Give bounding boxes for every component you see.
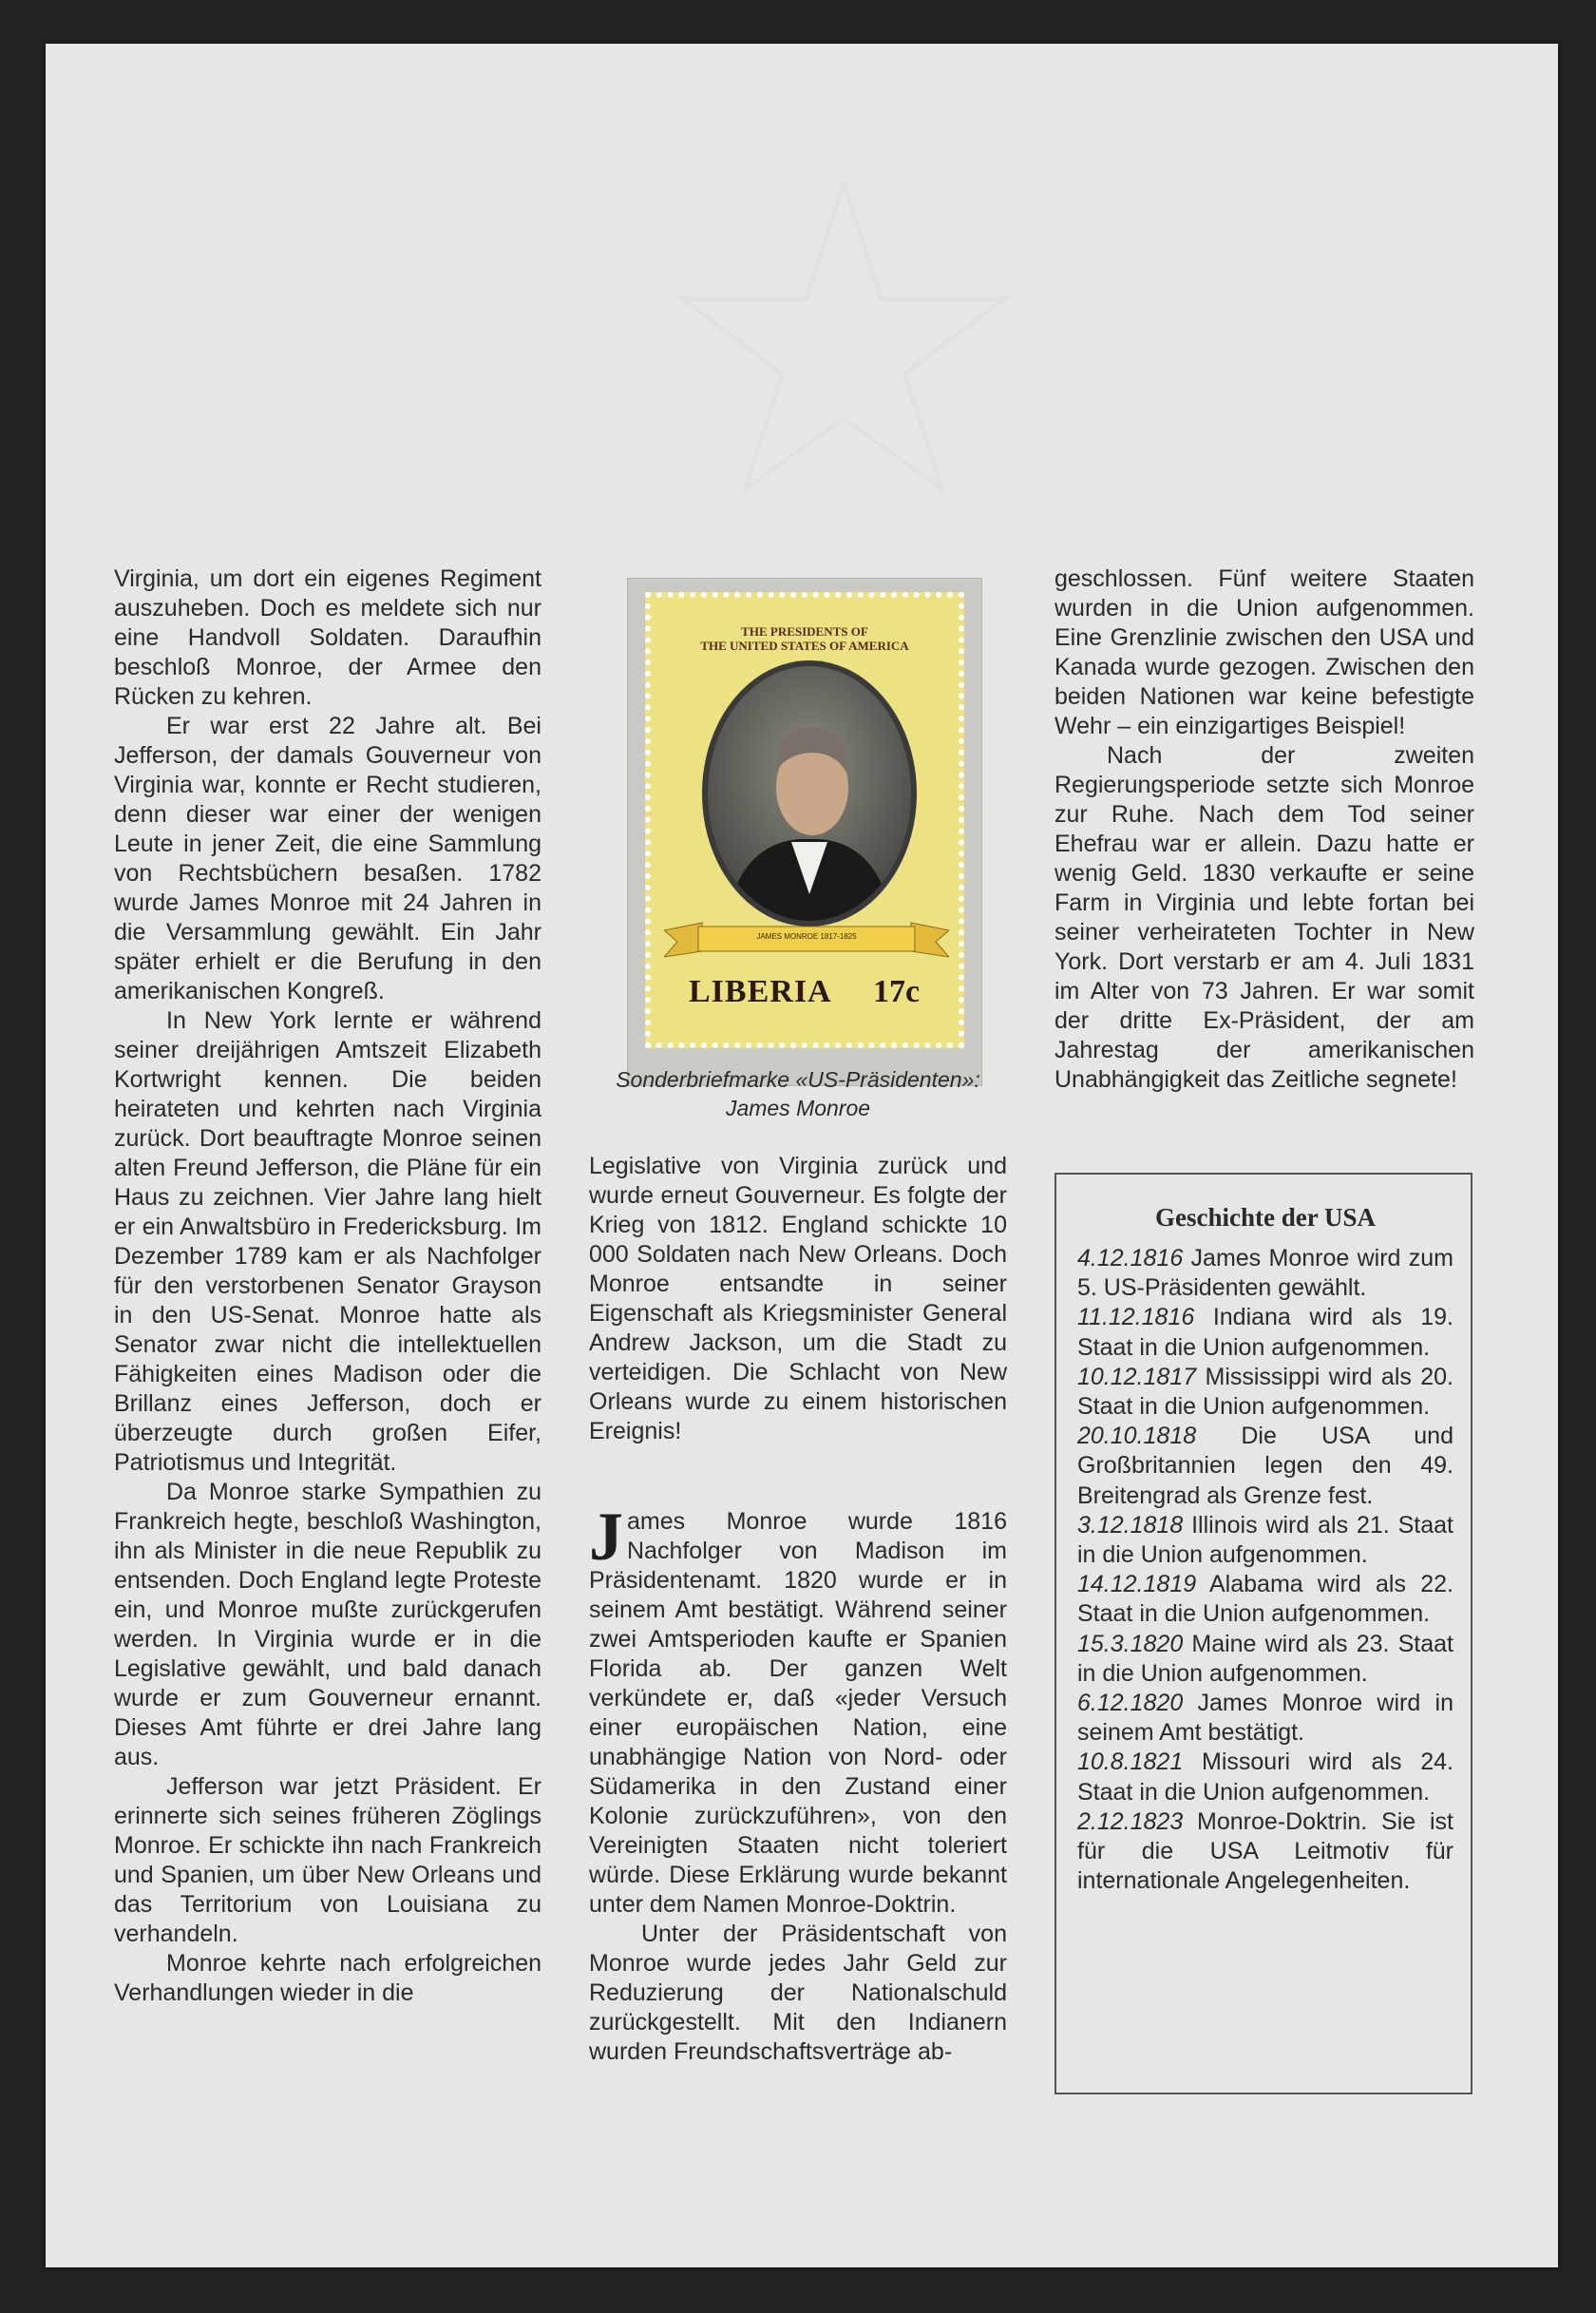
postage-stamp [645,592,964,1048]
paragraph: Monroe kehrte nach erfolgreichen Verhandlungen wieder in die [114,1950,542,2006]
paragraph: Er war erst 22 Jahre alt. Bei Jefferson, der damals Gouverneur von Virginia war, konnte er Recht studieren, denn dieser war einer der wenigen Leute in jener Zeit, die eine Sammlung von Rechtsbüchern besaßen. 1782 wurde James Monroe mit 24 Jahren in die Versammlung gewählt. Ein Jahr später erhielt er die Berufung in den amerikanischen Kongreß. [114,713,542,1004]
paragraph: Virginia, um dort ein eigenes Regiment auszuheben. Doch es meldete sich nur eine Handvoll Soldaten. Daraufhin beschloß Monroe, der Armee den Rücken zu kehren. [114,565,542,710]
entry-date: 3.12.1818 [1077,1511,1184,1539]
timeline-entry [1077,1363,1454,1422]
stamp-value: 17c [873,974,921,1009]
stamp-name-label: JAMES MONROE 1817-1825 [756,932,857,941]
text-column-middle-bottom [589,1499,1007,2067]
caption-line: Sonderbriefmarke «US-Präsidenten»: [616,1067,980,1092]
entry-date: 2.12.1823 [1077,1807,1184,1835]
history-infobox [1054,1173,1472,2094]
entry-text: Mississippi wird als 20. Staat in die Union aufgenommen. [1077,1363,1454,1421]
timeline-entry [1077,1511,1454,1570]
text-column-middle-top [589,1152,1007,1446]
album-page [46,44,1558,2267]
timeline-entry [1077,1748,1454,1806]
paragraph: Legislative von Virginia zurück und wurde erneut Gouverneur. Es folgte der Krieg von 1812. England schickte 10 000 Soldaten nach New Orleans. Doch Monroe entsandte in seiner Eigenschaft als Kriegsminister General Andrew Jackson, um die Stadt zu verteidigen. Die Schlacht von New Orleans wurde zu einem historischen Ereignis! [589,1153,1007,1444]
timeline-entry [1077,1244,1454,1303]
entry-text: Maine wird als 23. Staat in die Union aufgenommen. [1077,1630,1454,1687]
timeline-entry [1077,1630,1454,1689]
entry-date: 6.12.1820 [1077,1690,1184,1717]
entry-date: 11.12.1816 [1077,1304,1195,1331]
entry-text: Indiana wird als 19. Staat in die Union aufgenommen. [1077,1304,1454,1361]
timeline-entry [1077,1570,1454,1629]
paragraph: Unter der Präsidentschaft von Monroe wurde jedes Jahr Geld zur Reduzierung der Nationalschuld zurückgestellt. Mit den Indianern wurden Freundschaftsverträge ab- [589,1921,1007,2065]
text-column-right [1054,564,1474,1095]
entry-date: 4.12.1816 [1077,1245,1184,1271]
entry-text: Die USA und Großbritannien legen den 49. Breitengrad als Grenze fest. [1077,1423,1454,1509]
timeline-entry [1077,1422,1454,1511]
text-column-left [114,564,542,2008]
caption-line: James Monroe [725,1096,871,1120]
timeline-entry [1077,1303,1454,1362]
entry-text: James Monroe wird zum 5. US-Präsidenten gewählt. [1077,1245,1454,1302]
entry-text: Monroe-Doktrin. Sie ist für die USA Leitmotiv für internationale Angelegenheiten. [1077,1807,1454,1895]
entry-date: 14.12.1819 [1077,1571,1197,1598]
entry-text: Missouri wird als 24. Staat in die Union aufgenommen. [1077,1749,1454,1806]
entry-text: Illinois wird als 21. Staat in die Union aufgenommen. [1077,1511,1454,1569]
portrait-oval [708,666,911,921]
paragraph: Nach der zweiten Regierungsperiode setzte sich Monroe zur Ruhe. Nach dem Tod seiner Ehefrau war er allein. Dazu hatte er wenig Geld. 1830 verkaufte er seine Farm in Virginia und lebte fortan bei seiner verheirateten Tochter in New York. Dort verstarb er am 4. Juli 1831 im Alter von 73 Jahren. Er war somit der dritte Ex-Präsident, der am Jahrestag der amerikanischen Unabhängigkeit das Zeitliche segnete! [1054,742,1474,1093]
drop-cap: J [589,1499,623,1575]
entry-text: Alabama wird als 22. Staat in die Union aufgenommen. [1077,1571,1454,1628]
entry-date: 20.10.1818 [1077,1423,1197,1450]
stamp-caption [589,1065,1007,1122]
entry-date: 10.8.1821 [1077,1749,1184,1776]
stamp-country: LIBERIA [689,974,832,1009]
paragraph: Jefferson war jetzt Präsident. Er erinnerte sich seines früheren Zöglings Monroe. Er schickte ihn nach Frankreich und Spanien, um über New Orleans und das Territorium von Louisiana zu verhandeln. [114,1773,542,1947]
paragraph: geschlossen. Fünf weitere Staaten wurden in die Union aufgenommen. Eine Grenzlinie zwischen den USA und Kanada wurde gezogen. Zwischen den beiden Nationen war keine befestigte Wehr – ein einzigartiges Beispiel! [1054,565,1474,739]
paragraph: In New York lernte er während seiner dreijährigen Amtszeit Elizabeth Kortwright kennen. Die beiden heirateten und kehrten nach Virginia zurück. Dort beauftragte Monroe seinen alten Freund Jefferson, die Pläne für ein Haus zu zeichnen. Vier Jahre lang hielt er ein Anwaltsbüro in Fredericksburg. Im Dezember 1789 kam er als Nachfolger für den verstorbenen Senator Grayson in den US-Senat. Monroe hatte als Senator zwar nicht die intellektuellen Fähigkeiten eines Madison oder die Brillanz eines Jefferson, doch er überzeugte durch großen Eifer, Patriotismus und Integrität. [114,1007,542,1476]
paragraph: Da Monroe starke Sympathien zu Frankreich hegte, beschloß Washington, ihn als Minister in die neue Republik zu entsenden. Doch England legte Proteste ein, und Monroe mußte zurückgerufen werden. In Virginia wurde er in die Legislative gewählt, und bald danach wurde er zum Gouverneur ernannt. Dieses Amt führte er drei Jahre lang aus. [114,1479,542,1770]
timeline-entry [1077,1689,1454,1748]
infobox-title: Geschichte der USA [1155,1203,1376,1232]
entry-date: 10.12.1817 [1077,1363,1197,1390]
stamp-header-line: THE PRESIDENTS OF [741,624,868,639]
stamp-header-line: THE UNITED STATES OF AMERICA [700,639,909,653]
portrait-image [708,666,911,921]
paragraph [589,1499,1007,1920]
entry-date: 15.3.1820 [1077,1630,1184,1657]
timeline-entry [1077,1807,1454,1897]
paragraph-text: ames Monroe wurde 1816 Nachfolger von Madison im Präsidentenamt. 1820 wurde er in seinem Amt bestätigt. Während seiner zwei Amtsperioden kaufte er Spanien Florida ab. Der ganzen Welt verkündete er, daß «jeder Versuch einer europäischen Nation, eine unabhängige Nation von Nord- oder Südamerika in den Zustand einer Kolonie zurückzuführen», von den Vereinigten Staaten nicht toleriert würde. Diese Erklärung wurde bekannt unter dem Namen Monroe-Doktrin. [589,1508,1007,1918]
stamp-header [651,624,959,653]
entry-text: James Monroe wird in seinem Amt bestätigt. [1077,1690,1454,1747]
star-watermark-icon [673,177,1015,500]
stamp-mount [627,578,982,1086]
